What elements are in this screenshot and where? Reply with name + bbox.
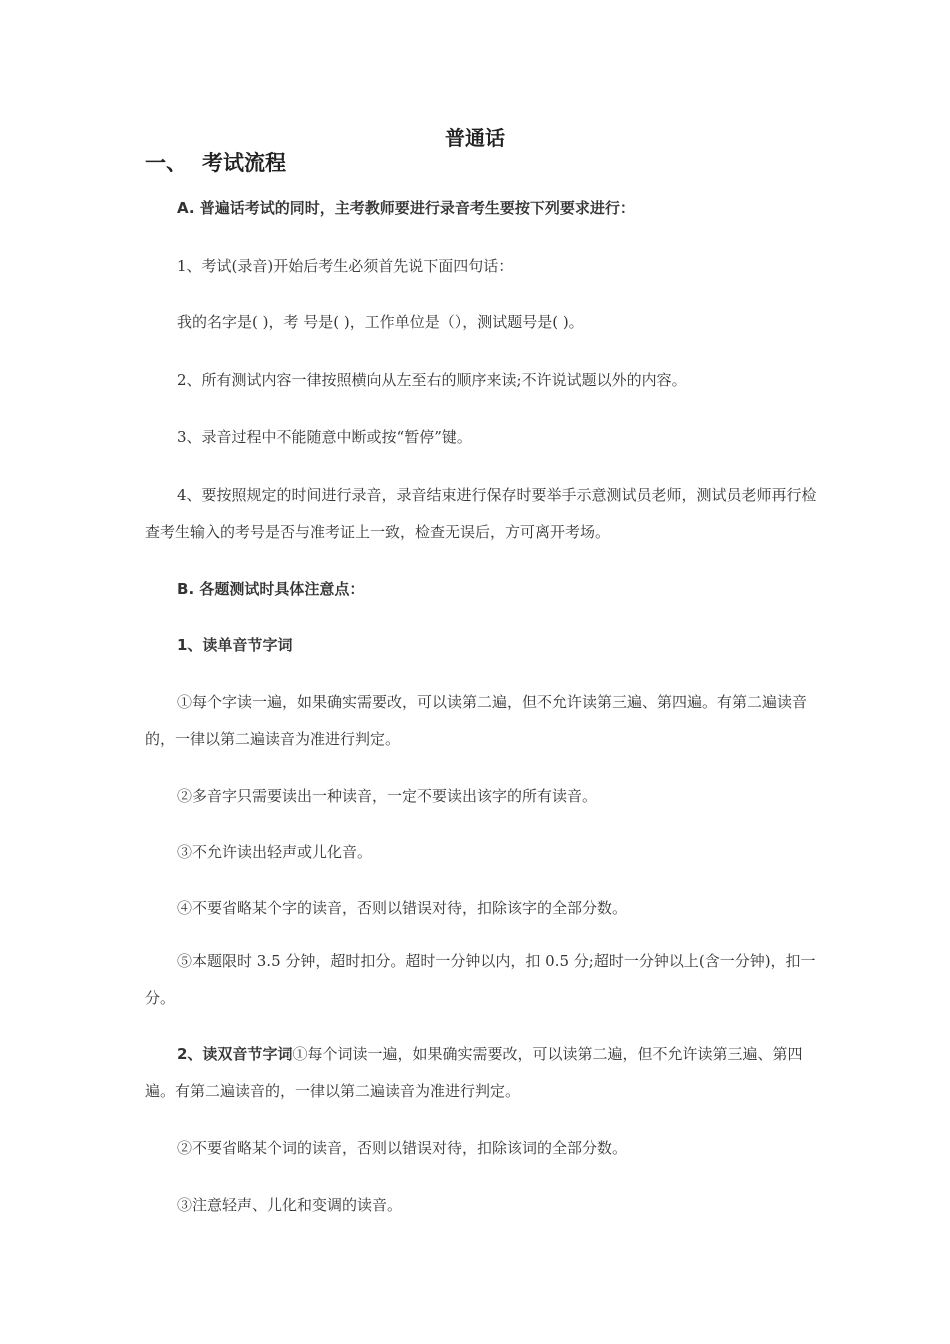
- paragraph-a1: 1、考试(录音)开始后考生必须首先说下面四句话：: [177, 257, 514, 275]
- item2-point-3: ③注意轻声、儿化和变调的读音。: [177, 1196, 403, 1214]
- item1-point-1: ①每个字读一遍，如果确实需要改，可以读第二遍，但不允许读第三遍、第四遍。有第二遍读音的，一律以第二遍读音为准进行判定。: [145, 693, 808, 748]
- item2-point-1: ①每个词读一遍，如果确实需要改，可以读第二遍，但不允许读第三遍、第四遍。有第二遍读音的，一律以第二遍读音为准进行判定。: [145, 1045, 803, 1100]
- part-a-text: . 普遍话考试的同时，主考教师要进行录音考生要按下列要求进行：: [188, 199, 635, 217]
- section-heading: [145, 148, 286, 178]
- paragraph-a2: 2、所有测试内容一律按照横向从左至右的顺序来读;不许说试题以外的内容。: [177, 371, 687, 389]
- section-number: 一、: [145, 151, 187, 175]
- part-a-letter: A: [177, 199, 189, 217]
- section-title: 考试流程: [202, 151, 286, 175]
- part-b-letter: B: [177, 580, 189, 598]
- part-a-heading: [145, 190, 820, 227]
- item2-block: [145, 1036, 820, 1110]
- item2-heading: 2、读双音节字词: [177, 1045, 293, 1063]
- item2-point-2: ②不要省略某个词的读音，否则以错误对待，扣除该词的全部分数。: [177, 1139, 628, 1157]
- part-b-heading: [145, 571, 820, 608]
- part-b-text: . 各题测试时具体注意点：: [188, 580, 365, 598]
- paragraph-a3: 3、录音过程中不能随意中断或按“暂停”键。: [177, 428, 472, 446]
- paragraph-a4: 4、要按照规定的时间进行录音，录音结束进行保存时要举手示意测试员老师，测试员老师再行检查考生输入的考号是否与准考证上一致，检查无误后，方可离开考场。: [145, 486, 817, 541]
- paragraph-a1-sentence: 我的名字是( )，考 号是( )，工作单位是（），测试题号是( )。: [177, 313, 584, 331]
- item1-heading: 1、读单音节字词: [177, 636, 293, 654]
- item1-point-2: ②多音字只需要读出一种读音，一定不要读出该字的所有读音。: [177, 787, 598, 805]
- item1-point-5: ⑤本题限时 3.5 分钟，超时扣分。超时一分钟以内，扣 0.5 分;超时一分钟以上(含一分钟)，扣一分。: [145, 952, 816, 1007]
- document-title: 普通话: [445, 126, 505, 150]
- item1-point-4: ④不要省略某个字的读音，否则以错误对待，扣除该字的全部分数。: [177, 899, 628, 917]
- item1-point-3: ③不允许读出轻声或儿化音。: [177, 843, 373, 861]
